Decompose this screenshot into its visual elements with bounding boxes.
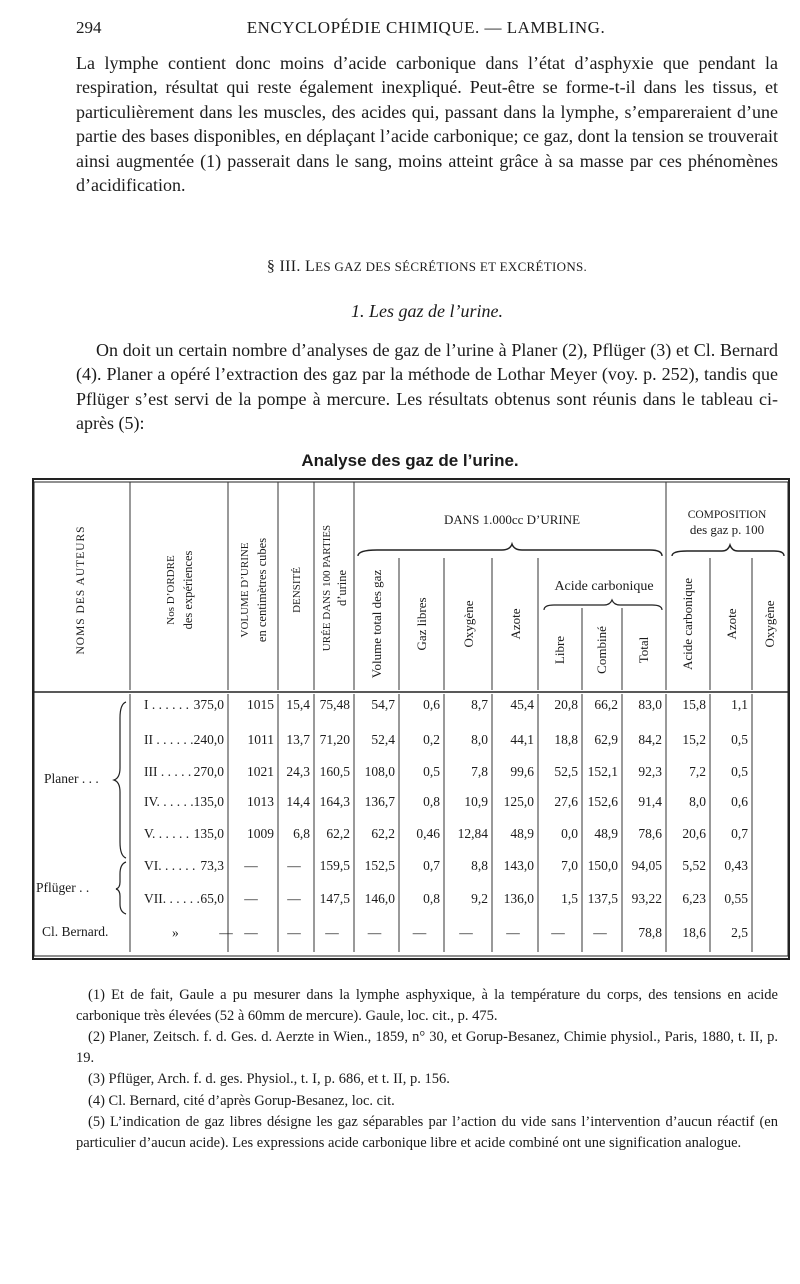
table-cell: — bbox=[551, 925, 565, 940]
table-cell: 94,05 bbox=[631, 858, 662, 873]
table-cell: 270,0 bbox=[193, 764, 224, 779]
table-cell: 0,8 bbox=[423, 794, 440, 809]
table-cell: 8,8 bbox=[471, 858, 488, 873]
page-number: 294 bbox=[76, 18, 102, 37]
table-cell: 78,8 bbox=[638, 925, 662, 940]
table-cell: — bbox=[287, 858, 301, 873]
header-oxygene: Oxygène bbox=[461, 600, 476, 648]
table-cell: 7,0 bbox=[561, 858, 578, 873]
table-cell: 20,6 bbox=[682, 826, 706, 841]
table-cell: 15,4 bbox=[286, 697, 310, 712]
table-cell: 54,7 bbox=[371, 697, 395, 712]
table-cell: 0,0 bbox=[561, 826, 578, 841]
table-cell: 84,2 bbox=[638, 732, 662, 747]
brace-planer bbox=[114, 702, 126, 858]
table-cell: 108,0 bbox=[364, 764, 395, 779]
table-cell: 62,9 bbox=[594, 732, 618, 747]
table-cell: 7,8 bbox=[471, 764, 488, 779]
table-cell: 1013 bbox=[247, 794, 274, 809]
running-title: ENCYCLOPÉDIE CHIMIQUE. — LAMBLING. bbox=[246, 18, 606, 37]
table-cell: 93,22 bbox=[631, 891, 662, 906]
table-cell: 0,55 bbox=[724, 891, 748, 906]
table-cell: 24,3 bbox=[286, 764, 310, 779]
brace-composition bbox=[672, 545, 784, 556]
table-cell: 15,2 bbox=[682, 732, 706, 747]
table-cell: 18,8 bbox=[554, 732, 578, 747]
brace-per-1000 bbox=[358, 544, 662, 556]
table-cell: 44,1 bbox=[510, 732, 534, 747]
table-cell: 150,0 bbox=[587, 858, 618, 873]
table-cell: 375,0 bbox=[193, 697, 224, 712]
table-cell: 1,5 bbox=[561, 891, 578, 906]
row-label: I . . . . . . bbox=[144, 697, 189, 712]
author-planer: Planer . . . bbox=[44, 771, 99, 786]
table-cell: 20,8 bbox=[554, 697, 578, 712]
table-cell: 9,2 bbox=[471, 891, 488, 906]
column-rules bbox=[130, 482, 752, 952]
table-cell: 164,3 bbox=[319, 794, 350, 809]
table-cell: — bbox=[244, 858, 258, 873]
table-cell: — bbox=[287, 891, 301, 906]
table-cell: 0,8 bbox=[423, 891, 440, 906]
table-cell: 48,9 bbox=[594, 826, 618, 841]
table-cell: 6,23 bbox=[682, 891, 706, 906]
row-label: VII. . . . . . bbox=[144, 891, 200, 906]
header-gaz-libres: Gaz libres bbox=[414, 597, 429, 651]
table-cell: 27,6 bbox=[554, 794, 578, 809]
table-cell: 152,6 bbox=[587, 794, 618, 809]
table-cell: 0,6 bbox=[731, 794, 748, 809]
table-cell: 0,5 bbox=[731, 732, 748, 747]
table-cell: 66,2 bbox=[594, 697, 618, 712]
header-density: DENSITÉ bbox=[291, 567, 303, 613]
table-cell: 14,4 bbox=[286, 794, 310, 809]
table-cell: 45,4 bbox=[510, 697, 534, 712]
table-cell: 13,7 bbox=[286, 732, 310, 747]
table-cell: 7,2 bbox=[689, 764, 706, 779]
header-volume-total: Volume total des gaz bbox=[369, 569, 384, 679]
footnote-5: (5) L’indication de gaz libres désigne les gaz séparables par l’action du vide sans l’intervention d’aucun réactif (en particulier d’aucun acide). Les expressions acide carbonique libre et acide combiné ont une signification analogue. bbox=[76, 1114, 778, 1151]
header-uree-sub: d’urine bbox=[335, 569, 349, 607]
gas-analysis-table bbox=[32, 478, 790, 960]
footnote-3: (3) Pflüger, Arch. f. d. ges. Physiol., t. I, p. 686, et t. II, p. 156. bbox=[88, 1071, 450, 1087]
table-cell: 62,2 bbox=[326, 826, 350, 841]
table-cell: 0,43 bbox=[724, 858, 748, 873]
paragraph-urine-analyses: On doit un certain nombre d’analyses de gaz de l’urine à Planer (2), Pflüger (3) et Cl. Bernard (4). Planer a opéré l’extraction des gaz par la méthode de Lothar Meyer (voy. p. 252), tandis que Pflüger s’est servi de la pompe à mercure. Les résultats obtenus sont réunis dans le tableau ci-après (5): bbox=[76, 340, 778, 434]
header-comp-azote: Azote bbox=[724, 608, 739, 640]
author-bernard: Cl. Bernard. bbox=[42, 924, 109, 939]
brace-acide bbox=[544, 600, 662, 610]
table-cell: 92,3 bbox=[638, 764, 662, 779]
table-cell: 0,6 bbox=[423, 697, 440, 712]
table-title: Analyse des gaz de l’urine. bbox=[301, 451, 519, 470]
table-cell: 73,3 bbox=[200, 858, 224, 873]
table-cell: 83,0 bbox=[638, 697, 662, 712]
header-uree: URÉE DANS 100 PARTIES bbox=[321, 524, 333, 652]
footnote-1: (1) Et de fait, Gaule a pu mesurer dans la lymphe asphyxique, à la température du corps, des tensions en acide carbonique très élevées (52 à 60mm de mercure). Gaule, loc. cit., p. 475. bbox=[76, 987, 778, 1024]
header-comp-acide: Acide carbonique bbox=[680, 577, 695, 671]
table-cell: 8,0 bbox=[471, 732, 488, 747]
author-pfluger: Pflüger . . bbox=[36, 880, 90, 895]
table-cell: 5,52 bbox=[682, 858, 706, 873]
table-cell: 0,46 bbox=[416, 826, 440, 841]
table-cell: — bbox=[593, 925, 607, 940]
header-order-sub: des expériences bbox=[181, 550, 195, 630]
table-cell: 240,0 bbox=[193, 732, 224, 747]
table-cell: 136,7 bbox=[364, 794, 395, 809]
table-cell: 52,5 bbox=[554, 764, 578, 779]
table-cell: 1011 bbox=[247, 732, 274, 747]
table-cell: 137,5 bbox=[587, 891, 618, 906]
table-cell: 1009 bbox=[247, 826, 274, 841]
footnote-2: (2) Planer, Zeitsch. f. d. Ges. d. Aerzte in Wien., 1859, n° 30, et Gorup-Besanez, Chimie physiol., Paris, 1880, t. II, p. 19. bbox=[76, 1029, 778, 1066]
header-comp-oxygene: Oxygène bbox=[762, 600, 777, 648]
header-per-1000: DANS 1.000cc D’URINE bbox=[443, 512, 581, 527]
table-cell: 1,1 bbox=[731, 697, 748, 712]
section-number: § III. bbox=[266, 258, 301, 275]
table-cell: 136,0 bbox=[503, 891, 534, 906]
header-acide-carbonique: Acide carbonique bbox=[554, 579, 654, 594]
table-cell: 18,6 bbox=[682, 925, 706, 940]
table-cell: 125,0 bbox=[503, 794, 534, 809]
table-cell: 0,7 bbox=[423, 858, 440, 873]
page-header bbox=[76, 18, 776, 42]
table-cell: 147,5 bbox=[319, 891, 350, 906]
header-composition-sub: des gaz p. 100 bbox=[689, 522, 765, 537]
row-label: » bbox=[172, 925, 179, 940]
row-label: II . . . . . . bbox=[144, 732, 194, 747]
table-cell: 8,7 bbox=[471, 697, 488, 712]
header-volume: VOLUME D’URINE bbox=[239, 542, 251, 638]
table-cell: 78,6 bbox=[638, 826, 662, 841]
table-cell: 6,8 bbox=[293, 826, 310, 841]
table-cell: 0,5 bbox=[731, 764, 748, 779]
table-cell: 152,5 bbox=[364, 858, 395, 873]
brace-pfluger bbox=[116, 862, 126, 914]
table-cell: 146,0 bbox=[364, 891, 395, 906]
table-cell: 71,20 bbox=[319, 732, 350, 747]
table-cell: 12,84 bbox=[457, 826, 488, 841]
header-libre: Libre bbox=[552, 635, 567, 665]
header-azote: Azote bbox=[508, 608, 523, 640]
table-cell: — bbox=[244, 891, 258, 906]
table-cell: — bbox=[367, 925, 382, 940]
table-cell: 99,6 bbox=[510, 764, 534, 779]
table-cell: 1021 bbox=[247, 764, 274, 779]
header-combine: Combiné bbox=[594, 626, 609, 674]
table-cell: 159,5 bbox=[319, 858, 350, 873]
table-cell: 75,48 bbox=[319, 697, 350, 712]
header-order: Nos D’ORDRE bbox=[165, 555, 177, 625]
table-cell: 62,2 bbox=[371, 826, 395, 841]
table-cell: — bbox=[459, 925, 473, 940]
table-cell: — bbox=[412, 925, 427, 940]
table-cell: 143,0 bbox=[503, 858, 534, 873]
table-cell: 48,9 bbox=[510, 826, 534, 841]
header-authors: NOMS DES AUTEURS bbox=[75, 525, 87, 655]
footnotes bbox=[76, 985, 778, 1154]
footnote-4: (4) Cl. Bernard, cité d’après Gorup-Besanez, loc. cit. bbox=[88, 1092, 395, 1109]
row-label: V. . . . . . bbox=[144, 826, 190, 841]
header-volume-sub: en centimètres cubes bbox=[255, 537, 269, 643]
table-cell: 0,2 bbox=[423, 732, 440, 747]
header-total: Total bbox=[636, 636, 651, 664]
table-cell: — bbox=[287, 925, 301, 940]
section-title: LES GAZ DES SÉCRÉTIONS ET EXCRÉTIONS. bbox=[305, 258, 588, 275]
section-heading bbox=[76, 258, 778, 276]
table-cell: 15,8 bbox=[682, 697, 706, 712]
table-cell: 10,9 bbox=[464, 794, 488, 809]
table-cell: — bbox=[244, 925, 258, 940]
row-label: III . . . . . bbox=[144, 764, 192, 779]
table-cell: — bbox=[325, 925, 339, 940]
row-label: IV. . . . . . bbox=[144, 794, 194, 809]
table-cell: 91,4 bbox=[638, 794, 662, 809]
table-cell: 0,5 bbox=[423, 764, 440, 779]
table-cell: 65,0 bbox=[200, 891, 224, 906]
table-cell: 2,5 bbox=[731, 925, 748, 940]
table-cell: 8,0 bbox=[689, 794, 706, 809]
table-cell: 135,0 bbox=[193, 826, 224, 841]
table-cell: 160,5 bbox=[319, 764, 350, 779]
table-cell: — bbox=[506, 925, 520, 940]
row-label: VI. . . . . . bbox=[144, 858, 196, 873]
table-cell: 135,0 bbox=[193, 794, 224, 809]
table-cell: 52,4 bbox=[371, 732, 395, 747]
table-cell: 0,7 bbox=[731, 826, 748, 841]
table-cell: 152,1 bbox=[587, 764, 618, 779]
table-cell: — bbox=[219, 925, 233, 940]
table-body bbox=[144, 697, 748, 940]
paragraph-lymph: La lymphe contient donc moins d’acide carbonique dans l’état d’asphyxie que pendant la respiration, résultat qui reste également inexpliqué. Peut-être se forme-t-il dans les tissus, et particulièrement dans les muscles, des acides qui, passant dans la lymphe, s’empareraient d’une partie des bases disponibles, en déplaçant l’acide carbonique; ce gaz, dont la tension se trouverait ainsi augmentée (1) passerait dans le sang, moins atteint grâce à sa masse par ces phénomènes d’acidification. bbox=[76, 53, 778, 196]
table-cell: 1015 bbox=[247, 697, 274, 712]
header-composition: COMPOSITION bbox=[687, 509, 767, 521]
subsection-heading: 1. Les gaz de l’urine. bbox=[351, 301, 503, 321]
